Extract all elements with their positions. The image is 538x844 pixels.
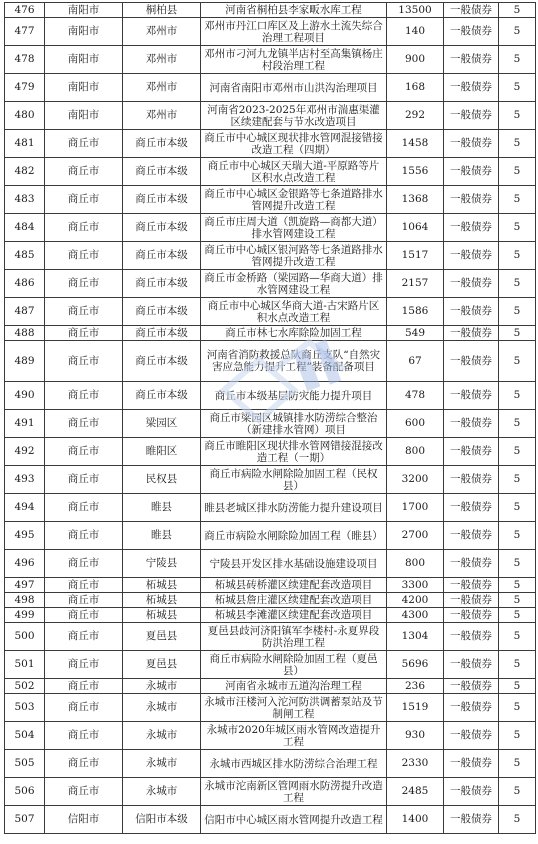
city-cell: 商丘市 xyxy=(45,326,123,341)
table-row xyxy=(5,494,536,522)
county-cell: 柘城县 xyxy=(123,593,201,608)
term-cell: 5 xyxy=(499,298,536,326)
county-cell: 永城市 xyxy=(123,679,201,694)
term-cell: 5 xyxy=(499,341,536,382)
project-name-cell: 商丘市病险水闸除险加固工程（睢县） xyxy=(201,522,387,550)
amount-cell: 600 xyxy=(387,410,444,438)
row-number: 483 xyxy=(5,186,45,214)
city-cell: 商丘市 xyxy=(45,242,123,270)
row-number: 481 xyxy=(5,130,45,158)
document-page xyxy=(4,2,535,842)
project-name-cell: 邓州市刁河九龙镇半店村至高集镇杨庄村段治理工程 xyxy=(201,46,387,74)
project-name-cell: 商丘市梁园区城镇排水防涝综合整治（新建排水管网）项目 xyxy=(201,410,387,438)
project-name-cell: 河南省2023-2025年邓州市湍惠渠灌区续建配套与节水改造项目 xyxy=(201,102,387,130)
term-cell: 5 xyxy=(499,102,536,130)
table-row xyxy=(5,522,536,550)
row-number: 494 xyxy=(5,494,45,522)
term-cell: 5 xyxy=(499,186,536,214)
table-row xyxy=(5,102,536,130)
city-cell: 商丘市 xyxy=(45,522,123,550)
city-cell: 商丘市 xyxy=(45,494,123,522)
bond-type-cell: 一般债券 xyxy=(444,722,499,750)
table-row xyxy=(5,298,536,326)
city-cell: 商丘市 xyxy=(45,186,123,214)
amount-cell: 292 xyxy=(387,102,444,130)
county-cell: 商丘市本级 xyxy=(123,130,201,158)
row-number: 496 xyxy=(5,550,45,578)
amount-cell: 800 xyxy=(387,550,444,578)
term-cell: 5 xyxy=(499,608,536,623)
term-cell: 5 xyxy=(499,158,536,186)
amount-cell: 4300 xyxy=(387,608,444,623)
bond-type-cell: 一般债券 xyxy=(444,593,499,608)
table-row xyxy=(5,438,536,466)
table-row xyxy=(5,341,536,382)
table-row xyxy=(5,382,536,410)
amount-cell: 2330 xyxy=(387,750,444,778)
project-name-cell: 永城市沱南新区管网雨水防涝提升改造工程 xyxy=(201,778,387,806)
county-cell: 商丘市本级 xyxy=(123,158,201,186)
county-cell: 永城市 xyxy=(123,778,201,806)
amount-cell: 3200 xyxy=(387,466,444,494)
term-cell: 5 xyxy=(499,46,536,74)
row-number: 488 xyxy=(5,326,45,341)
bond-type-cell: 一般债券 xyxy=(444,410,499,438)
city-cell: 商丘市 xyxy=(45,158,123,186)
city-cell: 商丘市 xyxy=(45,694,123,722)
row-number: 505 xyxy=(5,750,45,778)
table-row xyxy=(5,608,536,623)
row-number: 477 xyxy=(5,18,45,46)
city-cell: 商丘市 xyxy=(45,750,123,778)
city-cell: 商丘市 xyxy=(45,578,123,593)
amount-cell: 67 xyxy=(387,341,444,382)
table-row xyxy=(5,694,536,722)
amount-cell: 3300 xyxy=(387,578,444,593)
amount-cell: 2700 xyxy=(387,522,444,550)
county-cell: 梁园区 xyxy=(123,410,201,438)
amount-cell: 1556 xyxy=(387,158,444,186)
row-number: 482 xyxy=(5,158,45,186)
bond-type-cell: 一般债券 xyxy=(444,550,499,578)
table-row xyxy=(5,46,536,74)
bond-type-cell: 一般债券 xyxy=(444,750,499,778)
city-cell: 商丘市 xyxy=(45,438,123,466)
project-name-cell: 睢县老城区排水防涝能力提升建设项目 xyxy=(201,494,387,522)
bond-type-cell: 一般债券 xyxy=(444,438,499,466)
city-cell: 商丘市 xyxy=(45,550,123,578)
amount-cell: 930 xyxy=(387,722,444,750)
term-cell: 5 xyxy=(499,74,536,102)
bond-type-cell: 一般债券 xyxy=(444,522,499,550)
city-cell: 商丘市 xyxy=(45,608,123,623)
bond-type-cell: 一般债券 xyxy=(444,18,499,46)
row-number: 502 xyxy=(5,679,45,694)
project-name-cell: 河南省桐柏县李家畈水库工程 xyxy=(201,3,387,18)
term-cell: 5 xyxy=(499,494,536,522)
bond-type-cell: 一般债券 xyxy=(444,130,499,158)
county-cell: 柘城县 xyxy=(123,578,201,593)
county-cell: 商丘市本级 xyxy=(123,326,201,341)
amount-cell: 4200 xyxy=(387,593,444,608)
city-cell: 商丘市 xyxy=(45,341,123,382)
table-row xyxy=(5,722,536,750)
term-cell: 5 xyxy=(499,130,536,158)
city-cell: 商丘市 xyxy=(45,593,123,608)
project-name-cell: 信阳市中心城区雨水管网提升改造工程 xyxy=(201,806,387,834)
term-cell: 5 xyxy=(499,410,536,438)
term-cell: 5 xyxy=(499,3,536,18)
table-body xyxy=(5,3,536,834)
county-cell: 睢县 xyxy=(123,522,201,550)
table-row xyxy=(5,750,536,778)
project-name-cell: 商丘市中心城区银河路等七条道路排水管网提升改造工程 xyxy=(201,242,387,270)
bond-type-cell: 一般债券 xyxy=(444,298,499,326)
project-name-cell: 商丘市中心城区现状排水管网混接错接改造工程（四期） xyxy=(201,130,387,158)
term-cell: 5 xyxy=(499,778,536,806)
county-cell: 夏邑县 xyxy=(123,623,201,651)
table-row xyxy=(5,18,536,46)
city-cell: 商丘市 xyxy=(45,651,123,679)
project-name-cell: 宁陵县开发区排水基础设施建设项目 xyxy=(201,550,387,578)
city-cell: 南阳市 xyxy=(45,102,123,130)
city-cell: 商丘市 xyxy=(45,722,123,750)
row-number: 499 xyxy=(5,608,45,623)
city-cell: 商丘市 xyxy=(45,130,123,158)
county-cell: 永城市 xyxy=(123,750,201,778)
county-cell: 睢县 xyxy=(123,494,201,522)
amount-cell: 236 xyxy=(387,679,444,694)
term-cell: 5 xyxy=(499,623,536,651)
amount-cell: 13500 xyxy=(387,3,444,18)
term-cell: 5 xyxy=(499,750,536,778)
county-cell: 邓州市 xyxy=(123,18,201,46)
project-name-cell: 商丘市睢阳区现状排水管网错接混接改造工程（一期） xyxy=(201,438,387,466)
county-cell: 民权县 xyxy=(123,466,201,494)
term-cell: 5 xyxy=(499,326,536,341)
county-cell: 邓州市 xyxy=(123,46,201,74)
term-cell: 5 xyxy=(499,722,536,750)
city-cell: 南阳市 xyxy=(45,74,123,102)
term-cell: 5 xyxy=(499,578,536,593)
project-name-cell: 永城市汪楼河入沱河防洪调蓄泵站及节制闸工程 xyxy=(201,694,387,722)
county-cell: 永城市 xyxy=(123,694,201,722)
row-number: 489 xyxy=(5,341,45,382)
city-cell: 南阳市 xyxy=(45,3,123,18)
bond-type-cell: 一般债券 xyxy=(444,270,499,298)
table-row xyxy=(5,214,536,242)
county-cell: 商丘市本级 xyxy=(123,242,201,270)
project-name-cell: 商丘市病险水闸除险加固工程（民权县） xyxy=(201,466,387,494)
table-row xyxy=(5,158,536,186)
table-row xyxy=(5,410,536,438)
city-cell: 商丘市 xyxy=(45,382,123,410)
bond-type-cell: 一般债券 xyxy=(444,608,499,623)
term-cell: 5 xyxy=(499,242,536,270)
project-name-cell: 商丘市中心城区天瑞大道-平原路等片区积水点改造工程 xyxy=(201,158,387,186)
project-name-cell: 商丘市中心城区华商大道-古宋路片区积水点改造工程 xyxy=(201,298,387,326)
bond-type-cell: 一般债券 xyxy=(444,3,499,18)
project-name-cell: 商丘市庄周大道（凯旋路—商都大道）排水管网建设工程 xyxy=(201,214,387,242)
bond-type-cell: 一般债券 xyxy=(444,74,499,102)
county-cell: 商丘市本级 xyxy=(123,270,201,298)
table-row xyxy=(5,593,536,608)
bond-type-cell: 一般债券 xyxy=(444,46,499,74)
project-name-cell: 商丘市本级基层防灾能力提升项目 xyxy=(201,382,387,410)
county-cell: 夏邑县 xyxy=(123,651,201,679)
city-cell: 商丘市 xyxy=(45,298,123,326)
bond-type-cell: 一般债券 xyxy=(444,326,499,341)
county-cell: 邓州市 xyxy=(123,102,201,130)
term-cell: 5 xyxy=(499,806,536,834)
bond-type-cell: 一般债券 xyxy=(444,679,499,694)
table-row xyxy=(5,550,536,578)
amount-cell: 478 xyxy=(387,382,444,410)
bond-type-cell: 一般债券 xyxy=(444,341,499,382)
project-name-cell: 商丘市病险水闸除险加固工程（夏邑县） xyxy=(201,651,387,679)
project-name-cell: 邓州市丹江口库区及上游水土流失综合治理工程项目 xyxy=(201,18,387,46)
amount-cell: 1586 xyxy=(387,298,444,326)
bond-type-cell: 一般债券 xyxy=(444,623,499,651)
amount-cell: 1519 xyxy=(387,694,444,722)
county-cell: 商丘市本级 xyxy=(123,382,201,410)
amount-cell: 549 xyxy=(387,326,444,341)
amount-cell: 1368 xyxy=(387,186,444,214)
table-row xyxy=(5,326,536,341)
city-cell: 商丘市 xyxy=(45,214,123,242)
row-number: 501 xyxy=(5,651,45,679)
amount-cell: 5696 xyxy=(387,651,444,679)
city-cell: 商丘市 xyxy=(45,623,123,651)
term-cell: 5 xyxy=(499,694,536,722)
term-cell: 5 xyxy=(499,679,536,694)
amount-cell: 1458 xyxy=(387,130,444,158)
project-name-cell: 商丘市中心城区金银路等七条道路排水管网提升改造工程 xyxy=(201,186,387,214)
amount-cell: 1304 xyxy=(387,623,444,651)
row-number: 485 xyxy=(5,242,45,270)
row-number: 492 xyxy=(5,438,45,466)
county-cell: 商丘市本级 xyxy=(123,341,201,382)
county-cell: 商丘市本级 xyxy=(123,186,201,214)
table-row xyxy=(5,186,536,214)
amount-cell: 800 xyxy=(387,438,444,466)
project-name-cell: 商丘市林七水库除险加固工程 xyxy=(201,326,387,341)
city-cell: 商丘市 xyxy=(45,679,123,694)
table-row xyxy=(5,679,536,694)
bond-type-cell: 一般债券 xyxy=(444,651,499,679)
row-number: 497 xyxy=(5,578,45,593)
table-row xyxy=(5,806,536,834)
amount-cell: 2485 xyxy=(387,778,444,806)
bond-type-cell: 一般债券 xyxy=(444,214,499,242)
bond-type-cell: 一般债券 xyxy=(444,242,499,270)
city-cell: 商丘市 xyxy=(45,778,123,806)
term-cell: 5 xyxy=(499,438,536,466)
row-number: 506 xyxy=(5,778,45,806)
table-row xyxy=(5,3,536,18)
table-row xyxy=(5,130,536,158)
term-cell: 5 xyxy=(499,593,536,608)
city-cell: 商丘市 xyxy=(45,410,123,438)
row-number: 495 xyxy=(5,522,45,550)
table-row xyxy=(5,778,536,806)
city-cell: 信阳市 xyxy=(45,806,123,834)
bond-type-cell: 一般债券 xyxy=(444,382,499,410)
row-number: 503 xyxy=(5,694,45,722)
term-cell: 5 xyxy=(499,550,536,578)
term-cell: 5 xyxy=(499,382,536,410)
amount-cell: 1064 xyxy=(387,214,444,242)
row-number: 490 xyxy=(5,382,45,410)
county-cell: 商丘市本级 xyxy=(123,214,201,242)
county-cell: 桐柏县 xyxy=(123,3,201,18)
amount-cell: 900 xyxy=(387,46,444,74)
bond-type-cell: 一般债券 xyxy=(444,578,499,593)
term-cell: 5 xyxy=(499,466,536,494)
project-name-cell: 商丘市金桥路（梁园路—华商大道）排水管网建设工程 xyxy=(201,270,387,298)
row-number: 479 xyxy=(5,74,45,102)
county-cell: 商丘市本级 xyxy=(123,298,201,326)
table-row xyxy=(5,242,536,270)
bond-project-table xyxy=(4,2,536,834)
table-row xyxy=(5,623,536,651)
bond-type-cell: 一般债券 xyxy=(444,494,499,522)
amount-cell: 2157 xyxy=(387,270,444,298)
county-cell: 柘城县 xyxy=(123,608,201,623)
bond-type-cell: 一般债券 xyxy=(444,158,499,186)
table-row xyxy=(5,578,536,593)
term-cell: 5 xyxy=(499,651,536,679)
project-name-cell: 永城市西城区排水防涝综合治理工程 xyxy=(201,750,387,778)
bond-type-cell: 一般债券 xyxy=(444,694,499,722)
row-number: 507 xyxy=(5,806,45,834)
row-number: 484 xyxy=(5,214,45,242)
project-name-cell: 河南省永城市五道沟治理工程 xyxy=(201,679,387,694)
county-cell: 信阳市本级 xyxy=(123,806,201,834)
amount-cell: 140 xyxy=(387,18,444,46)
term-cell: 5 xyxy=(499,522,536,550)
project-name-cell: 河南省消防救援总队商丘支队“自然灾害应急能力提升工程”装备配备项目 xyxy=(201,341,387,382)
row-number: 498 xyxy=(5,593,45,608)
row-number: 493 xyxy=(5,466,45,494)
row-number: 500 xyxy=(5,623,45,651)
table-row xyxy=(5,466,536,494)
bond-type-cell: 一般债券 xyxy=(444,466,499,494)
table-row xyxy=(5,651,536,679)
city-cell: 南阳市 xyxy=(45,46,123,74)
city-cell: 商丘市 xyxy=(45,466,123,494)
amount-cell: 1400 xyxy=(387,806,444,834)
county-cell: 宁陵县 xyxy=(123,550,201,578)
project-name-cell: 夏邑县歧河济阳镇军李楼村-永夏界段防洪治理工程 xyxy=(201,623,387,651)
county-cell: 永城市 xyxy=(123,722,201,750)
project-name-cell: 柘城县詹庄灌区续建配套改造项目 xyxy=(201,593,387,608)
table-row xyxy=(5,74,536,102)
amount-cell: 168 xyxy=(387,74,444,102)
table-row xyxy=(5,270,536,298)
city-cell: 商丘市 xyxy=(45,270,123,298)
amount-cell: 1700 xyxy=(387,494,444,522)
row-number: 491 xyxy=(5,410,45,438)
bond-type-cell: 一般债券 xyxy=(444,806,499,834)
term-cell: 5 xyxy=(499,18,536,46)
row-number: 504 xyxy=(5,722,45,750)
term-cell: 5 xyxy=(499,270,536,298)
row-number: 487 xyxy=(5,298,45,326)
term-cell: 5 xyxy=(499,214,536,242)
county-cell: 睢阳区 xyxy=(123,438,201,466)
project-name-cell: 永城市2020年城区雨水管网改造提升工程 xyxy=(201,722,387,750)
bond-type-cell: 一般债券 xyxy=(444,186,499,214)
county-cell: 邓州市 xyxy=(123,74,201,102)
project-name-cell: 柘城县李滩灌区续建配套改造项目 xyxy=(201,608,387,623)
project-name-cell: 河南省南阳市邓州市山洪沟治理项目 xyxy=(201,74,387,102)
row-number: 478 xyxy=(5,46,45,74)
row-number: 476 xyxy=(5,3,45,18)
amount-cell: 1517 xyxy=(387,242,444,270)
row-number: 480 xyxy=(5,102,45,130)
bond-type-cell: 一般债券 xyxy=(444,102,499,130)
bond-type-cell: 一般债券 xyxy=(444,778,499,806)
row-number: 486 xyxy=(5,270,45,298)
project-name-cell: 柘城县砖桥灌区续建配套改造项目 xyxy=(201,578,387,593)
city-cell: 南阳市 xyxy=(45,18,123,46)
